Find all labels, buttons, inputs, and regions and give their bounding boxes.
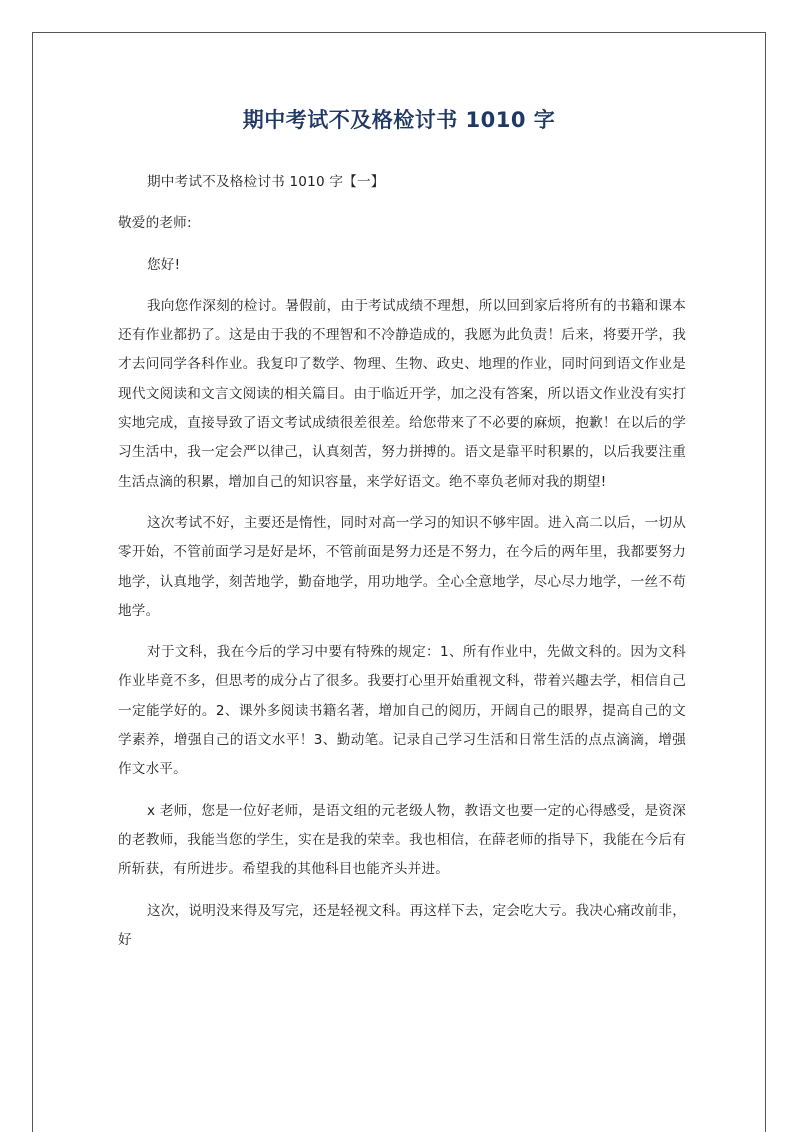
section-heading: 期中考试不及格检讨书 1010 字【一】	[147, 174, 385, 190]
document-title: 期中考试不及格检讨书 1010 字	[242, 108, 556, 132]
body-paragraph: 我向您作深刻的检讨。暑假前，由于考试成绩不理想，所以回到家后将所有的书籍和课本还有作业都扔了。这是由于我的不理智和不冷静造成的，我愿为此负责！后来，将要开学，我才去问同学各科作业。我复印了数学、物理、生物、政史、地理的作业，同时问到语文作业是现代文阅读和文言文阅读的相关篇目。由于临近开学，加之没有答案，所以语文作业没有实打实地完成，直接导致了语文考试成绩很差很差。给您带来了不必要的麻烦，抱歉！在以后的学习生活中，我一定会严以律己，认真刻苦，努力拼搏的。语文是靠平时积累的，以后我要注重生活点滴的积累，增加自己的知识容量，来学好语文。绝不辜负老师对我的期望!	[118, 297, 686, 490]
greeting: 您好!	[147, 256, 181, 273]
body-paragraph: 对于文科，我在今后的学习中要有特殊的规定：1、所有作业中，先做文科的。因为文科作业毕竟不多，但思考的成分占了很多。我要打心里开始重视文科，带着兴趣去学，相信自己一定能学好的。2、课外多阅读书籍名著，增加自己的阅历，开阔自己的眼界，提高自己的文学素养，增强自己的语文水平！3、勤动笔。记录自己学习生活和日常生活的点点滴滴，增强作文水平。	[118, 644, 686, 778]
body-paragraph: 这次考试不好，主要还是惰性，同时对高一学习的知识不够牢固。进入高二以后，一切从零开始，不管前面学习是好是坏，不管前面是努力还是不努力，在今后的两年里，我都要努力地学，认真地学，刻苦地学，勤奋地学，用功地学。全心全意地学，尽心尽力地学，一丝不苟地学。	[118, 514, 686, 619]
body-paragraph: x 老师，您是一位好老师，是语文组的元老级人物，教语文也要一定的心得感受，是资深的老教师，我能当您的学生，实在是我的荣幸。我也相信，在薛老师的指导下，我能在今后有所斩获，有所进步。希望我的其他科目也能齐头并进。	[118, 802, 686, 878]
salutation: 敬爱的老师:	[118, 215, 192, 232]
body-paragraph: 这次，说明没来得及写完，还是轻视文科。再这样下去，定会吃大亏。我决心痛改前非，好	[118, 902, 686, 948]
document-body	[118, 168, 686, 955]
